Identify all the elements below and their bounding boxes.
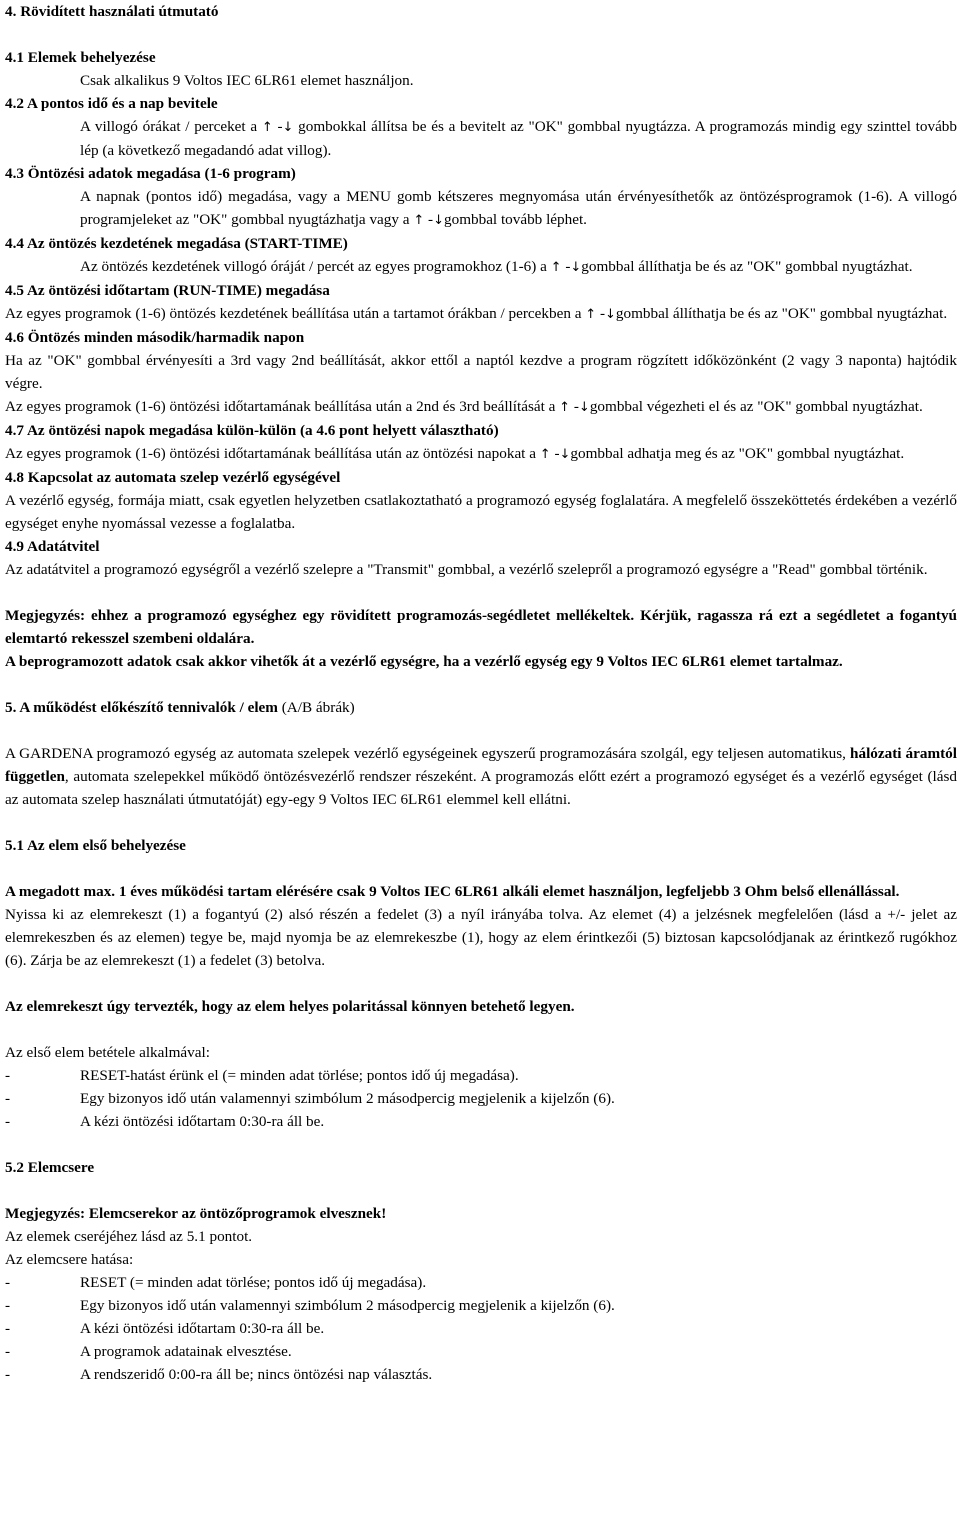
up-arrow-icon: ↑ xyxy=(559,400,571,415)
text-part: gombbal végezheti el és az "OK" gombbal nyugtázhat. xyxy=(589,398,923,415)
list-item-text: Egy bizonyos idő után valamennyi szimbólum 2 másodpercig megjelenik a kijelzőn (6). xyxy=(80,1090,615,1107)
text-part: A GARDENA programozó egység az automata szelepek vezérlő egységeinek egyszerű programozására szolgál, egy teljesen automatikus, xyxy=(5,745,851,762)
section-4-title: 4. Rövidített használati útmutató xyxy=(5,3,219,20)
spacer xyxy=(5,581,957,604)
paragraph-4-4 xyxy=(5,255,957,279)
list-item-text: A kézi öntözési időtartam 0:30-ra áll be. xyxy=(80,1320,325,1337)
text-part: Az egyes programok (1-6) öntözési időtartamának beállítása után a 2nd és 3rd beállítását a xyxy=(5,398,560,415)
paragraph-4-1: Csak alkalikus 9 Voltos IEC 6LR61 elemet használjon. xyxy=(80,72,414,89)
heading-5-2: 5.2 Elemcsere xyxy=(5,1159,95,1176)
list-item xyxy=(5,1294,957,1317)
heading-4-7: 4.7 Az öntözési napok megadása külön-külön (a 4.6 pont helyett választható) xyxy=(5,422,499,439)
text-part: A napnak (pontos idő) megadása, vagy a MENU gomb kétszeres megnyomása után érvényesíthetők az öntözésprogramok (1-6). A villogó programjeleket az "OK" gombbal nyugtázhatja vagy a xyxy=(80,188,957,228)
text-part: gombbal állíthatja be és az "OK" gombbal nyugtázhat. xyxy=(615,305,948,322)
spacer xyxy=(5,23,957,46)
list-dash: - xyxy=(5,1297,11,1314)
paragraph-4-2 xyxy=(5,115,957,162)
down-arrow-icon: ↓ xyxy=(570,260,582,275)
list-item xyxy=(5,1110,957,1133)
text-part: Az egyes programok (1-6) öntözés kezdetének beállítása után a tartamot órákban / percekben a xyxy=(5,305,586,322)
text-part: gombbal állíthatja be és az "OK" gombbal nyugtázhat. xyxy=(581,258,913,275)
paragraph-4-3 xyxy=(5,185,957,232)
list-dash: - xyxy=(5,1320,11,1337)
battery-change-list xyxy=(5,1271,957,1386)
list-dash: - xyxy=(5,1090,11,1107)
arrow-separator: - xyxy=(570,398,579,415)
text-part: Az egyes programok (1-6) öntözési időtartamának beállítása után az öntözési napokat a xyxy=(5,445,540,462)
spacer xyxy=(5,1179,957,1202)
arrow-separator: - xyxy=(550,445,560,462)
up-arrow-icon: ↑ xyxy=(550,260,562,275)
spacer xyxy=(5,1133,957,1156)
paragraph-4-6-b xyxy=(5,395,957,419)
note-transfer-condition: A beprogramozott adatok csak akkor vihetők át a vezérlő egységre, ha a vezérlő egység egy 9 Voltos IEC 6LR61 elemet tartalmaz. xyxy=(5,653,843,670)
heading-4-1: 4.1 Elemek behelyezése xyxy=(5,49,156,66)
list-item-text: A kézi öntözési időtartam 0:30-ra áll be. xyxy=(80,1113,325,1130)
heading-4-5: 4.5 Az öntözési időtartam (RUN-TIME) megadása xyxy=(5,282,330,299)
heading-4-4: 4.4 Az öntözés kezdetének megadása (START-TIME) xyxy=(5,235,348,252)
text-part: gombokkal állítsa be és a bevitelt az "OK" gombbal nyugtázza. A programozás mindig egy szinttel tovább lép (a következő megadandó adat villog). xyxy=(80,118,957,159)
list-item xyxy=(5,1087,957,1110)
paragraph-5-1: Nyissa ki az elemrekeszt (1) a fogantyú (2) alsó részén a fedelet (3) a nyíl irányába tolva. Az elemet (4) a jelzésnek megfelelően (lásd a +/- jelet az elemrekeszben és az elemen) tegye be, majd nyomja be az elemrekeszbe (1), hogy az elem érintkezői (5) biztosan kapcsolódjanak az érintkező rugókhoz (6). Zárja be az elemrekeszt (1) a fedelet (3) betolva. xyxy=(5,906,957,969)
arrow-separator: - xyxy=(272,118,283,135)
list-item-text: A programok adatainak elvesztése. xyxy=(80,1343,292,1360)
list-item-text: A rendszeridő 0:00-ra áll be; nincs öntözési nap választás. xyxy=(80,1366,433,1383)
list-dash: - xyxy=(5,1366,11,1383)
spacer xyxy=(5,719,957,742)
list-dash: - xyxy=(5,1274,11,1291)
arrow-separator: - xyxy=(596,305,606,322)
paragraph-5-intro xyxy=(5,742,957,811)
paragraph-5-1-bold: A megadott max. 1 éves működési tartam elérésére csak 9 Voltos IEC 6LR61 alkáli elemet használjon, legfeljebb 3 Ohm belső ellenállással. xyxy=(5,883,900,900)
paragraph-4-7 xyxy=(5,442,957,466)
heading-4-3: 4.3 Öntözési adatok megadása (1-6 program) xyxy=(5,165,296,182)
spacer xyxy=(5,811,957,834)
list-item xyxy=(5,1271,957,1294)
up-arrow-icon: ↑ xyxy=(539,447,551,462)
list-item xyxy=(5,1064,957,1087)
note-programming-aid: Megjegyzés: ehhez a programozó egységhez egy rövidített programozás-segédletet mellékeltek. Kérjük, ragassza rá ezt a segédletet a fogantyú elemtartó rekesszel szembeni oldalára. xyxy=(5,607,957,647)
paragraph-4-5 xyxy=(5,302,957,326)
list-item xyxy=(5,1340,957,1363)
list-item-text: RESET-hatást érünk el (= minden adat törlése; pontos idő új megadása). xyxy=(80,1067,519,1084)
heading-4-8: 4.8 Kapcsolat az automata szelep vezérlő egységével xyxy=(5,469,341,486)
down-arrow-icon: ↓ xyxy=(605,307,616,322)
paragraph-5-1-polarity: Az elemrekeszt úgy tervezték, hogy az elem helyes polaritással könnyen betehető legyen. xyxy=(5,998,575,1015)
down-arrow-icon: ↓ xyxy=(433,213,444,228)
text-part: gombbal tovább léphet. xyxy=(444,211,587,228)
first-insertion-title: Az első elem betétele alkalmával: xyxy=(5,1044,210,1061)
list-item xyxy=(5,1317,957,1340)
spacer xyxy=(5,673,957,696)
list-item xyxy=(5,1363,957,1386)
down-arrow-icon: ↓ xyxy=(578,400,590,415)
paragraph-4-8: A vezérlő egység, formája miatt, csak egyetlen helyzetben csatlakoztatható a programozó egység foglalatára. A megfelelő összeköttetés érdekében a vezérlő egységet enyhe nyomással vezesse a foglalatba. xyxy=(5,492,957,532)
first-insertion-list xyxy=(5,1064,957,1133)
section-5-title-bold: 5. A működést előkészítő tennivalók / elem xyxy=(5,699,278,716)
battery-change-effect-title: Az elemcsere hatása: xyxy=(5,1251,134,1268)
spacer xyxy=(5,972,957,995)
paragraph-4-6-a: Ha az "OK" gombbal érvényesíti a 3rd vagy 2nd beállítását, akkor ettől a naptól kezdve a program rögzített időközönként (2 vagy 3 naponta) hajtódik végre. xyxy=(5,352,957,392)
battery-change-reference: Az elemek cseréjéhez lásd az 5.1 pontot. xyxy=(5,1228,253,1245)
arrow-separator: - xyxy=(561,258,571,275)
section-5-title xyxy=(5,696,957,719)
list-dash: - xyxy=(5,1067,11,1084)
text-part: gombbal adhatja meg és az "OK" gombbal nyugtázhat. xyxy=(570,445,905,462)
down-arrow-icon: ↓ xyxy=(559,447,571,462)
text-emphasis: hálózati áramtól független xyxy=(5,745,957,785)
up-arrow-icon: ↑ xyxy=(261,120,273,135)
text-part: A villogó órákat / perceket a xyxy=(80,118,262,135)
section-5-title-suffix: (A/B ábrák) xyxy=(277,699,355,716)
spacer xyxy=(5,857,957,880)
text-part: , automata szelepekkel működő öntözésvezérlő rendszer részeként. A programozás előtt ezért a programozó egységet és a vezérlő egységet (lásd az automata szelep használati útmutatóját) egy-egy 9 Voltos IEC 6LR61 elemmel kell ellátni. xyxy=(5,768,957,808)
heading-4-6: 4.6 Öntözés minden második/harmadik napon xyxy=(5,329,305,346)
text-part: Az öntözés kezdetének villogó óráját / percét az egyes programokhoz (1-6) a xyxy=(80,258,551,275)
arrow-separator: - xyxy=(424,211,434,228)
note-battery-change: Megjegyzés: Elemcserekor az öntözőprogramok elvesznek! xyxy=(5,1205,387,1222)
list-dash: - xyxy=(5,1343,11,1360)
heading-4-2: 4.2 A pontos idő és a nap bevitele xyxy=(5,95,218,112)
down-arrow-icon: ↓ xyxy=(282,120,294,135)
paragraph-4-9: Az adatátvitel a programozó egységről a vezérlő szelepre a "Transmit" gombbal, a vezérlő szelepről a programozó egységre a "Read" gombbal történik. xyxy=(5,561,928,578)
up-arrow-icon: ↑ xyxy=(585,307,597,322)
list-dash: - xyxy=(5,1113,11,1130)
heading-5-1: 5.1 Az elem első behelyezése xyxy=(5,837,186,854)
up-arrow-icon: ↑ xyxy=(413,213,425,228)
list-item-text: RESET (= minden adat törlése; pontos idő új megadása). xyxy=(80,1274,427,1291)
list-item-text: Egy bizonyos idő után valamennyi szimbólum 2 másodpercig megjelenik a kijelzőn (6). xyxy=(80,1297,615,1314)
spacer xyxy=(5,1018,957,1041)
heading-4-9: 4.9 Adatátvitel xyxy=(5,538,100,555)
